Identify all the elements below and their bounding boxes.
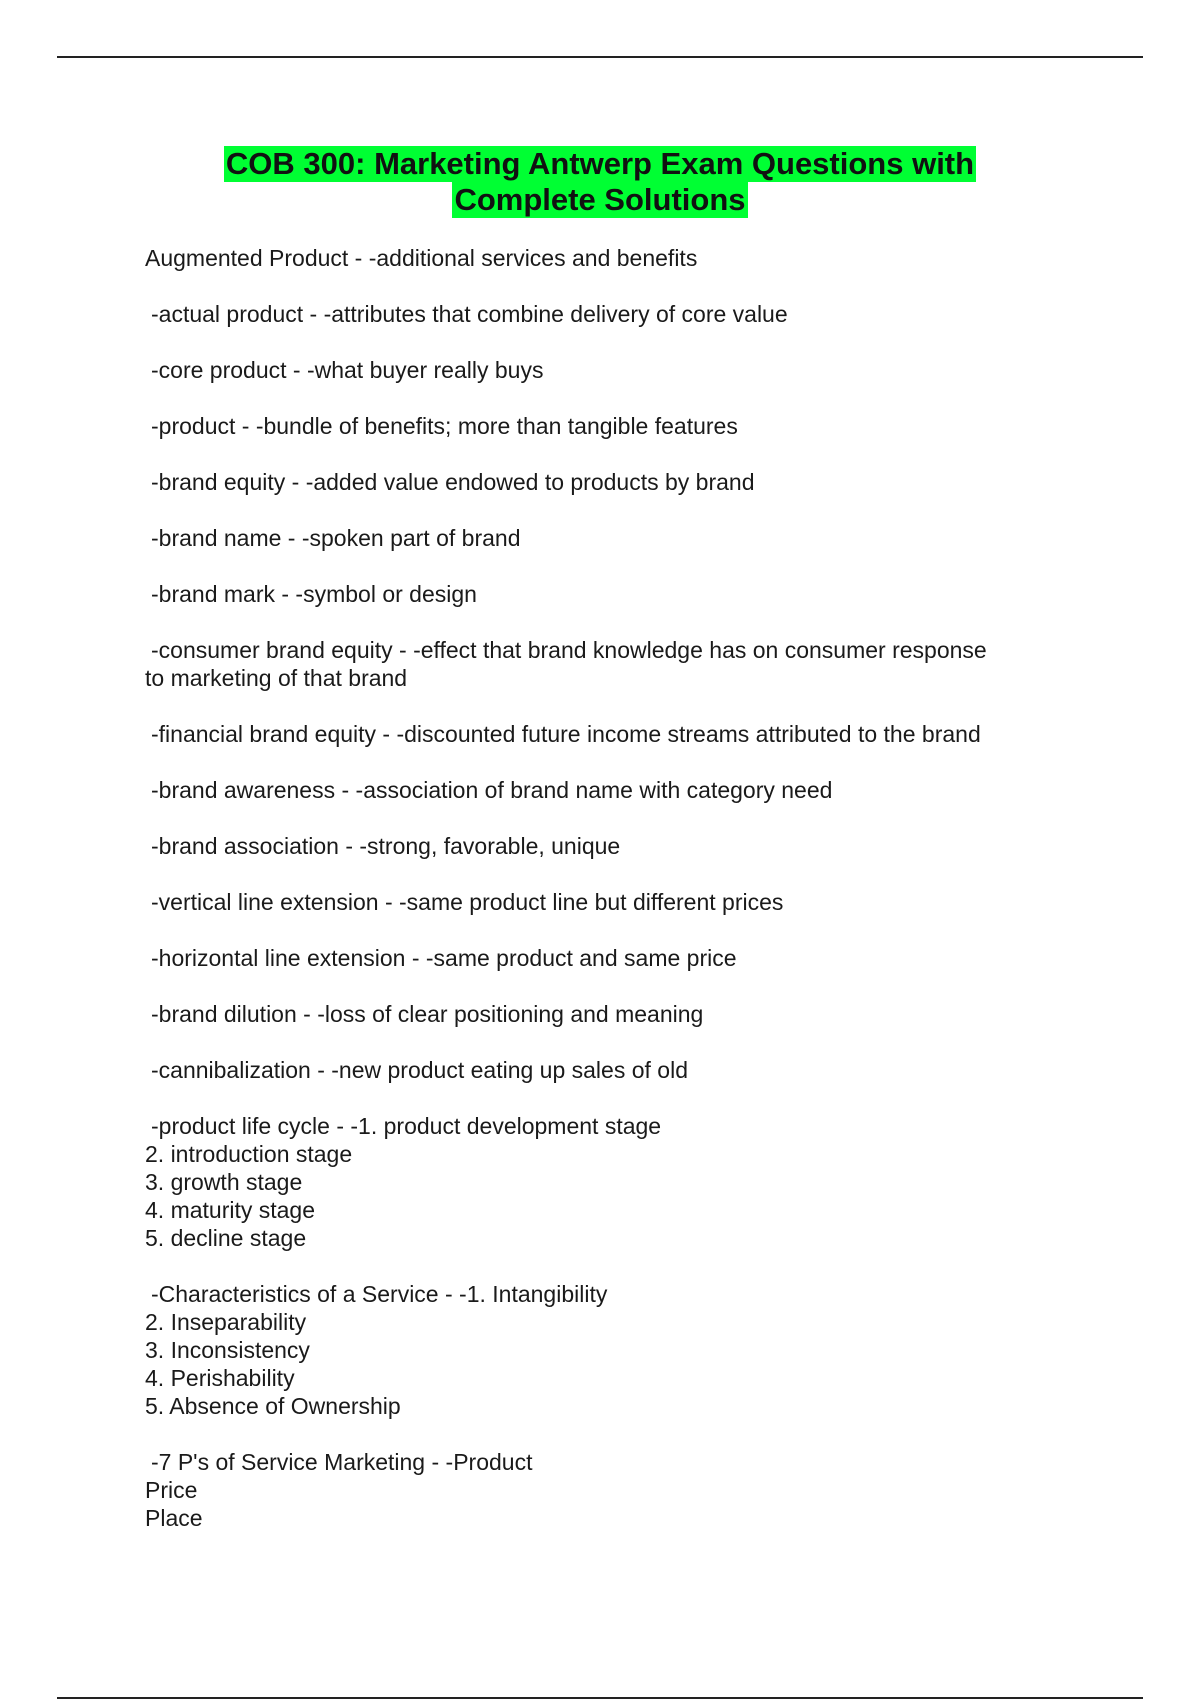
qa-entry [145,244,1045,272]
qa-entry-term: -brand name - -spoken part of brand [151,525,521,551]
qa-entry-term: -brand awareness - -association of brand name with category need [151,777,833,803]
qa-entry-continuation: to marketing of that brand [145,665,408,691]
qa-entry [145,468,1045,496]
qa-entry-term: -product - -bundle of benefits; more than tangible features [151,413,738,439]
qa-entry [145,720,1045,748]
title-line-1: COB 300: Marketing Antwerp Exam Questions with [225,146,975,181]
qa-entry-continuation: 2. Inseparability [145,1309,307,1335]
bottom-rule [57,1697,1143,1699]
qa-entry-term: -product life cycle - -1. product development stage [151,1113,662,1139]
qa-entry-continuation: 5. decline stage [145,1225,307,1251]
qa-entry [145,412,1045,440]
qa-entry-term: -brand dilution - -loss of clear positioning and meaning [151,1001,704,1027]
qa-entry-term: -consumer brand equity - -effect that brand knowledge has on consumer response [151,637,987,663]
qa-entry [145,1056,1045,1084]
qa-entry-continuation: Price [145,1477,198,1503]
qa-entry-continuation: 4. maturity stage [145,1197,316,1223]
qa-entry [145,1280,1045,1420]
qa-entry-continuation: Place [145,1505,203,1531]
qa-entry [145,1000,1045,1028]
qa-entry-term: -7 P's of Service Marketing - -Product [151,1449,533,1475]
qa-list [145,244,1045,1560]
qa-entry-term: -brand equity - -added value endowed to products by brand [151,469,755,495]
qa-entry-continuation: 2. introduction stage [145,1141,353,1167]
document-title [0,146,1200,218]
qa-entry-term: -brand mark - -symbol or design [151,581,477,607]
qa-entry [145,300,1045,328]
qa-entry-term: -horizontal line extension - -same product and same price [151,945,737,971]
qa-entry-term: -financial brand equity - -discounted future income streams attributed to the brand [151,721,981,747]
qa-entry [145,776,1045,804]
qa-entry-term: -brand association - -strong, favorable, unique [151,833,621,859]
qa-entry-continuation: 5. Absence of Ownership [145,1393,401,1419]
qa-entry [145,524,1045,552]
qa-entry [145,1448,1045,1532]
qa-entry-continuation: 3. Inconsistency [145,1337,310,1363]
qa-entry-term: Augmented Product - -additional services and benefits [145,245,698,271]
qa-entry-continuation: 3. growth stage [145,1169,303,1195]
title-line-2: Complete Solutions [454,182,746,217]
qa-entry [145,832,1045,860]
qa-entry-term: -vertical line extension - -same product line but different prices [151,889,784,915]
top-rule [57,56,1143,58]
qa-entry [145,888,1045,916]
qa-entry-term: -core product - -what buyer really buys [151,357,544,383]
qa-entry [145,580,1045,608]
qa-entry-term: -actual product - -attributes that combine delivery of core value [151,301,788,327]
qa-entry [145,636,1045,692]
qa-entry-term: -Characteristics of a Service - -1. Intangibility [151,1281,608,1307]
qa-entry [145,1112,1045,1252]
qa-entry [145,356,1045,384]
qa-entry-term: -cannibalization - -new product eating up sales of old [151,1057,688,1083]
qa-entry [145,944,1045,972]
qa-entry-continuation: 4. Perishability [145,1365,295,1391]
